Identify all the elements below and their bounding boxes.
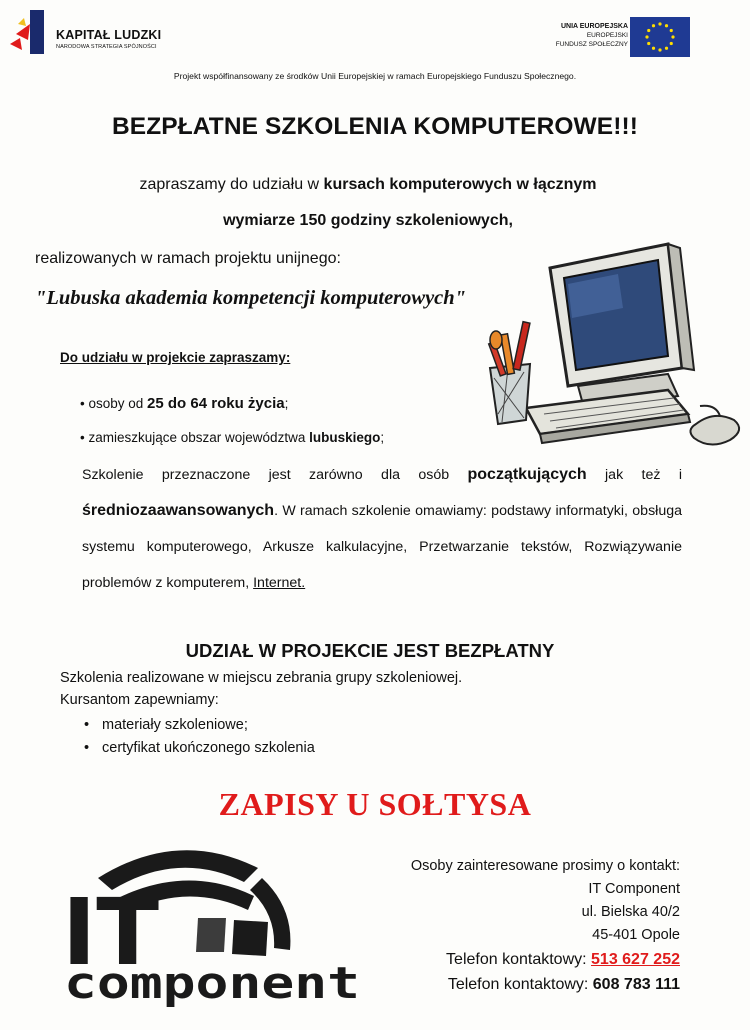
phone-number-1[interactable]: 513 627 252 <box>591 951 680 968</box>
eu-star-icon <box>652 47 655 50</box>
phone-label: Telefon kontaktowy: <box>447 976 593 993</box>
free-section-title: UDZIAŁ W PROJEKCIE JEST BEZPŁATNY <box>185 640 555 661</box>
bullet-dot: • <box>84 717 90 733</box>
eu-star-icon <box>652 24 655 27</box>
eu-star-icon <box>671 35 674 38</box>
contact-block <box>411 855 680 997</box>
list-item-text: certyfikat ukończonego szkolenia <box>102 740 315 756</box>
eu-star-icon <box>670 29 673 32</box>
bullet-region <box>80 430 384 445</box>
page-title: BEZPŁATNE SZKOLENIA KOMPUTEROWE!!! <box>111 113 639 140</box>
eu-star-icon <box>647 29 650 32</box>
it-logo-letters: IT <box>62 879 159 986</box>
training-description <box>82 457 682 601</box>
eu-label-line3: FUNDUSZ SPOŁECZNY <box>555 41 628 48</box>
eu-star-icon <box>670 42 673 45</box>
eu-star-icon <box>645 35 648 38</box>
bullet-age-range: 25 do 64 roku życia <box>147 395 285 412</box>
bullet-region-text: • zamieszkujące obszar województwa <box>80 430 310 445</box>
contact-phone-1 <box>411 947 680 972</box>
intro-text: zapraszamy do udziału w <box>139 176 324 193</box>
free-section-line-1: Szkolenia realizowane w miejscu zebrania grupy szkoleniowej. <box>60 670 463 686</box>
bullet-region-end: ; <box>380 430 385 445</box>
contact-street: ul. Bielska 40/2 <box>581 904 680 920</box>
phone-label: Telefon kontaktowy: <box>446 951 592 968</box>
list-item <box>84 740 315 756</box>
eu-flag-icon <box>630 17 690 57</box>
bullet-age-end: ; <box>284 396 289 411</box>
kapital-ludzki-subtitle: NARODOWA STRATEGIA SPÓJNOŚCI <box>56 44 157 50</box>
bullet-dot: • <box>84 740 90 756</box>
desc-text-3: . W ramach szkolenie omawiamy: podstawy informatyki, obsługa systemu komputerowego, Arkusze kalkulacyjne, Przetwarzanie tekstów, Rozwiązywanie problemów z komputerem, <box>82 503 682 591</box>
contact-intro: Osoby zainteresowane prosimy o kontakt: <box>410 858 680 874</box>
contact-city: 45-401 Opole <box>592 927 680 943</box>
list-item-text: materiały szkoleniowe; <box>102 717 248 733</box>
phone-number-2[interactable]: 608 783 111 <box>592 976 680 993</box>
invite-title: Do udziału w projekcie zapraszamy: <box>60 350 291 365</box>
eu-label-line1: UNIA EUROPEJSKA <box>560 23 628 30</box>
desc-text-1: Szkolenie przeznaczone jest zarówno dla osób <box>82 467 468 483</box>
intro-line-1 <box>0 176 736 194</box>
free-section-line-2: Kursantom zapewniamy: <box>60 692 219 708</box>
eu-star-icon <box>658 48 661 51</box>
bullet-age <box>80 395 288 412</box>
it-logo-word: component <box>64 958 360 1008</box>
desc-text-2: jak też i <box>586 467 682 483</box>
intro-line-2 <box>0 212 736 230</box>
desc-beginners: początkujących <box>467 466 587 483</box>
intro-line-3: realizowanych w ramach projektu unijnego: <box>35 250 341 267</box>
kapital-ludzki-title: KAPITAŁ LUDZKI <box>56 28 162 42</box>
computer-illustration-icon <box>468 238 748 458</box>
bullet-age-text: • osoby od <box>80 396 148 411</box>
signup-headline: ZAPISY U SOŁTYSA <box>218 786 532 822</box>
intro-hours: wymiarze 150 godziny szkoleniowych, <box>223 212 513 229</box>
intro-bold: kursach komputerowych w łącznym <box>323 176 597 193</box>
eu-star-icon <box>647 42 650 45</box>
project-name: "Lubuska akademia kompetencji komputerowych" <box>35 287 467 309</box>
eu-star-icon <box>658 22 661 25</box>
eu-star-icon <box>665 47 668 50</box>
eu-label-line2: EUROPEJSKI <box>586 32 628 39</box>
contact-company: IT Component <box>588 881 680 897</box>
eu-label <box>556 22 628 49</box>
eu-star-icon <box>665 24 668 27</box>
cofinancing-note: Projekt współfinansowany ze środków Unii Europejskiej w ramach Europejskiego Funduszu Społecznego. <box>173 71 577 81</box>
list-item <box>84 717 248 733</box>
kapital-ludzki-logo-icon <box>10 10 44 54</box>
it-component-logo-icon <box>58 838 368 1008</box>
contact-phone-2 <box>411 972 680 997</box>
desc-intermediate: średniozaawansowanych <box>82 502 275 519</box>
desc-internet-link: Internet. <box>253 575 306 591</box>
bullet-region-name: lubuskiego <box>309 430 381 445</box>
